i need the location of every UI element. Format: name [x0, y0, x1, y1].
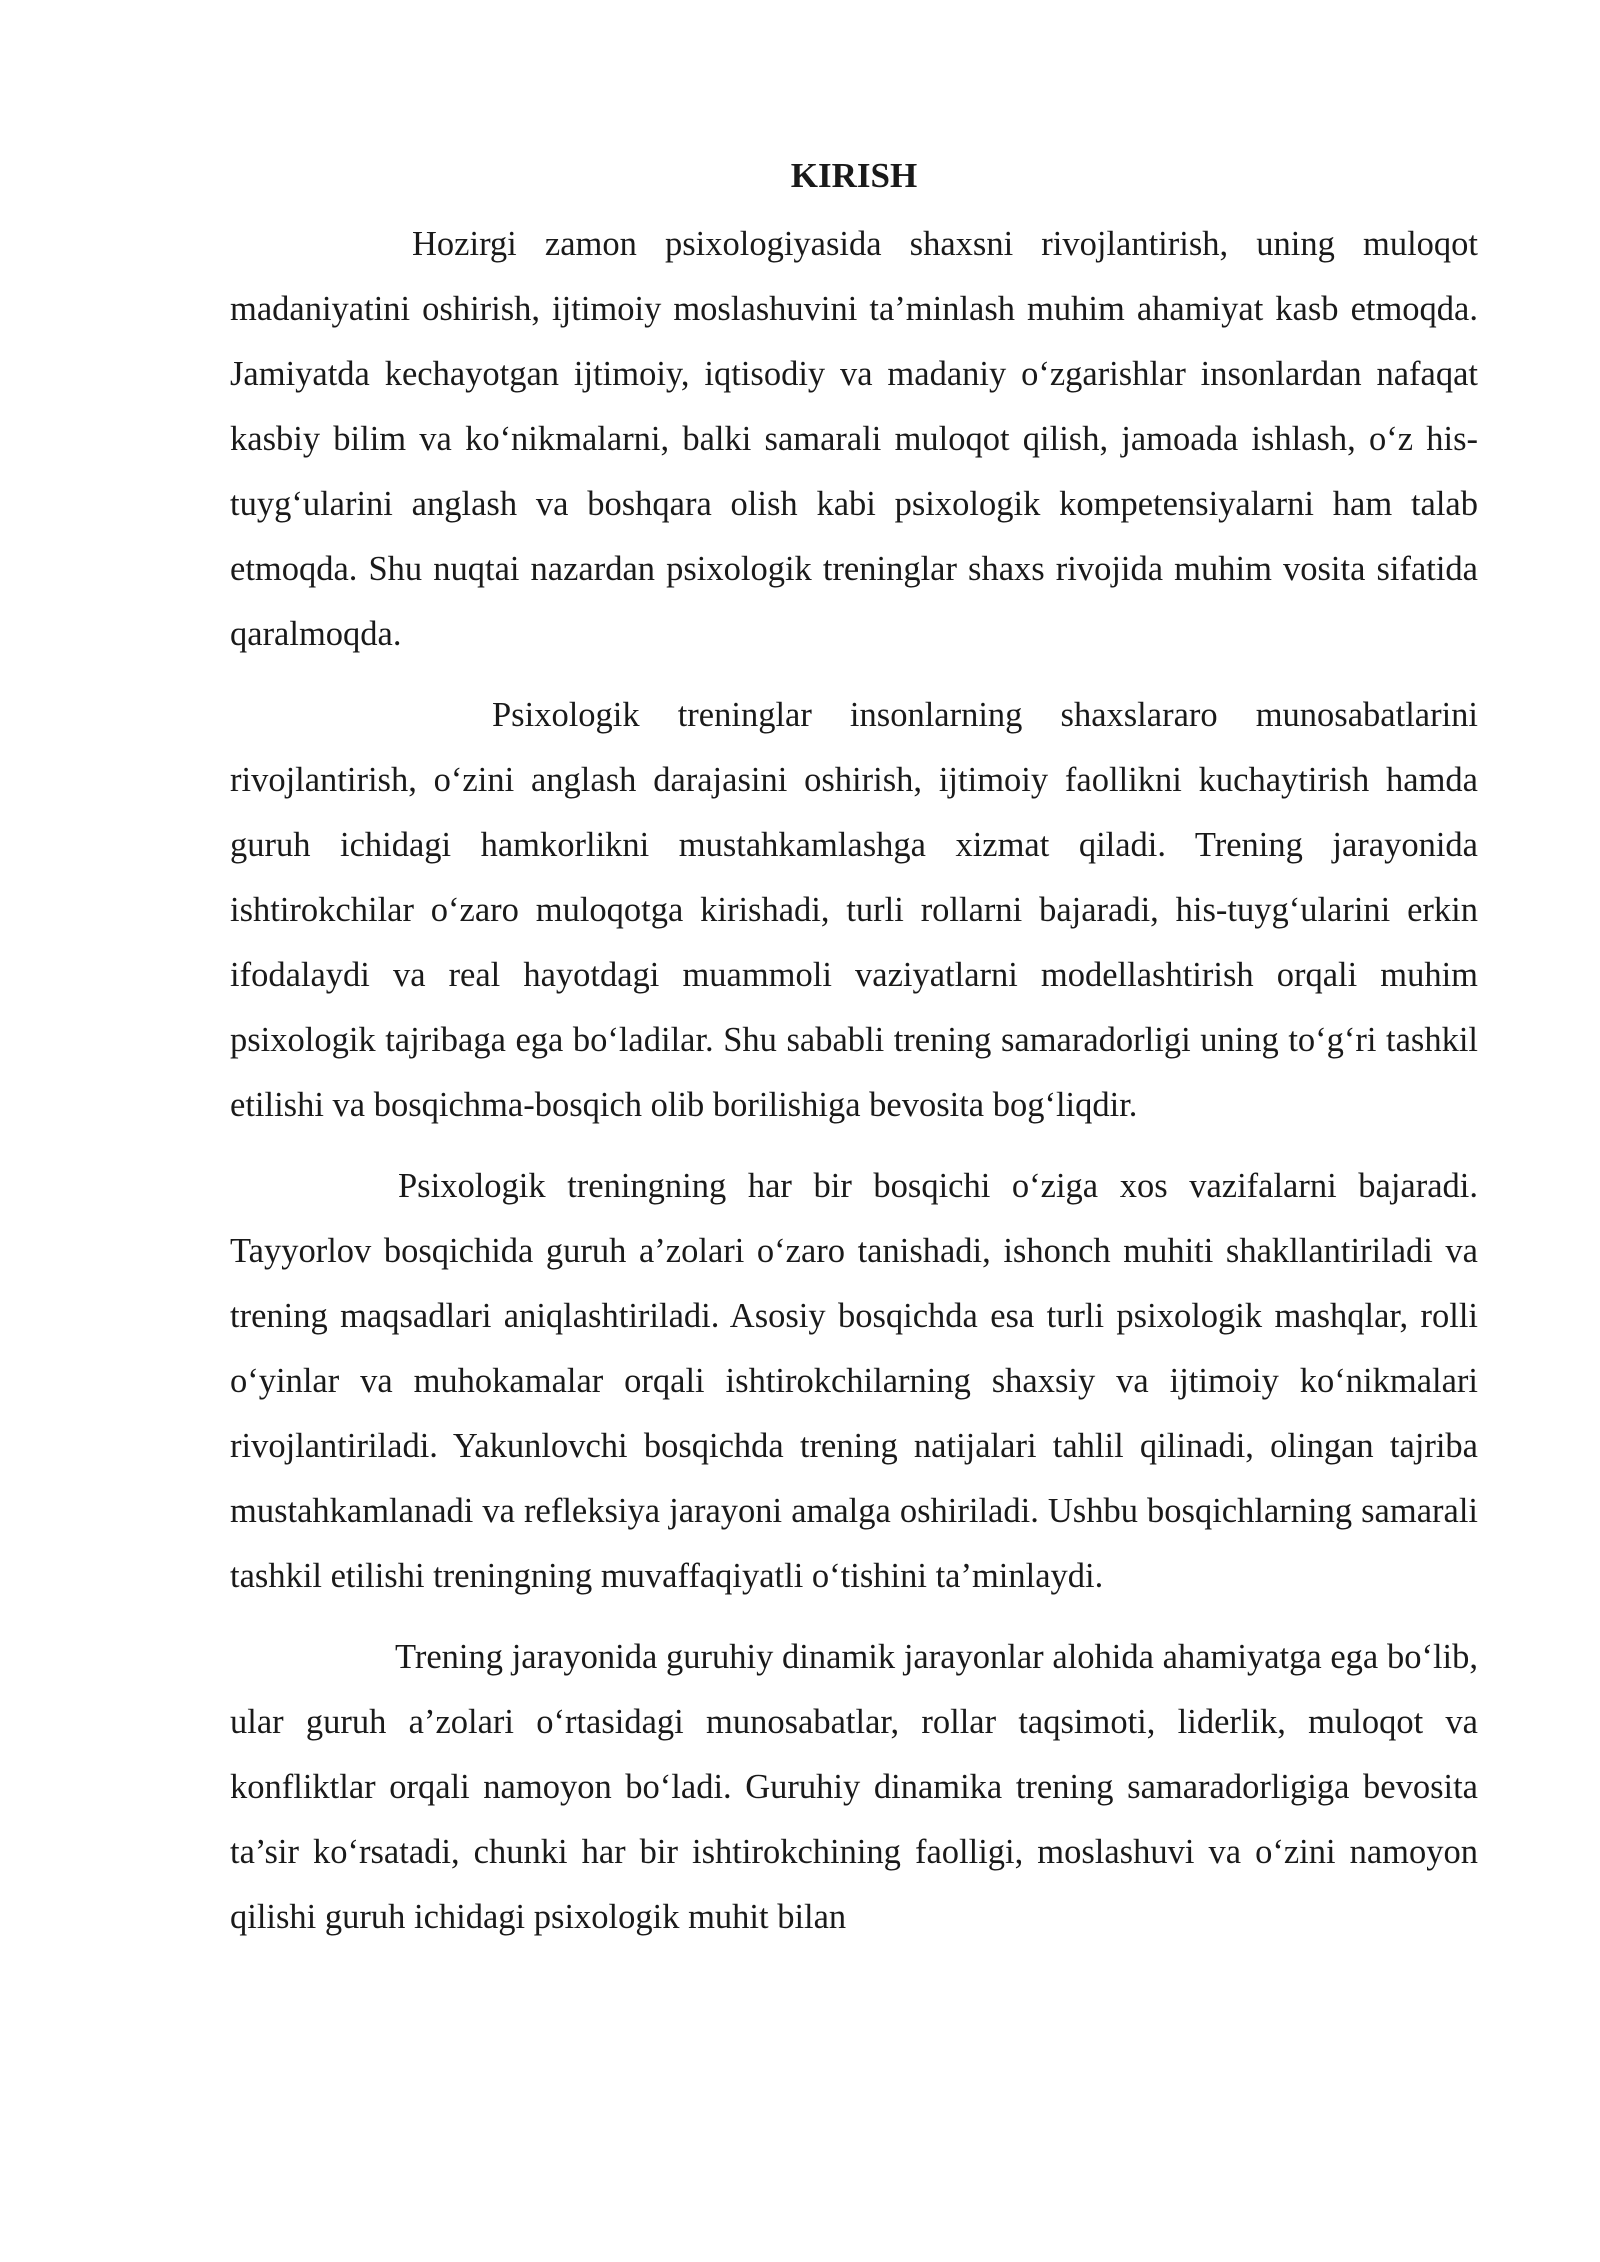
paragraph-3: Psixologik treningning har bir bosqichi o‘ziga xos vazifalarni bajaradi. Tayyorlov bosqichida guruh a’zolari o‘zaro tanishadi, ishonch muhiti shakllantiriladi va trening maqsadlari aniqlashtiriladi. Asosiy bosqichda esa turli psixologik mashqlar, rolli o‘yinlar va muhokamalar orqali ishtirokchilarning shaxsiy va ijtimoiy ko‘nikmalari rivojlantiriladi. Yakunlovchi bosqichda trening natijalari tahlil qilinadi, olingan tajriba mustahkamlanadi va refleksiya jarayoni amalga oshiriladi. Ushbu bosqichlarning samarali tashkil etilishi treningning muvaffaqiyatli o‘tishini ta’minlaydi.	[230, 1167, 1478, 1595]
paragraph-2: Psixologik treninglar insonlarning shaxslararo munosabatlarini rivojlantirish, o‘zini anglash darajasini oshirish, ijtimoiy faollikni kuchaytirish hamda guruh ichidagi hamkorlikni mustahkamlashga xizmat qiladi. Trening jarayonida ishtirokchilar o‘zaro muloqotga kirishadi, turli rollarni bajaradi, his-tuyg‘ularini erkin ifodalaydi va real hayotdagi muammoli vaziyatlarni modellashtirish orqali muhim psixologik tajribaga ega bo‘ladilar. Shu sababli trening samaradorligi uning to‘g‘ri tashkil etilishi va bosqichma-bosqich olib borilishiga bevosita bog‘liqdir.	[230, 696, 1478, 1124]
paragraph-4: Trening jarayonida guruhiy dinamik jarayonlar alohida ahamiyatga ega bo‘lib, ular guruh a’zolari o‘rtasidagi munosabatlar, rollar taqsimoti, liderlik, muloqot va konfliktlar orqali namoyon bo‘ladi. Guruhiy dinamika trening samaradorligiga bevosita ta’sir ko‘rsatadi, chunki har bir ishtirokchining faolligi, moslashuvi va o‘zini namoyon qilishi guruh ichidagi psixologik muhit bilan	[230, 1638, 1478, 1936]
paragraph-1: Hozirgi zamon psixologiyasida shaxsni rivojlantirish, uning muloqot madaniyatini oshirish, ijtimoiy moslashuvini ta’minlash muhim ahamiyat kasb etmoqda. Jamiyatda kechayotgan ijtimoiy, iqtisodiy va madaniy o‘zgarishlar insonlardan nafaqat kasbiy bilim va ko‘nikmalarni, balki samarali muloqot qilish, jamoada ishlash, o‘z his-tuyg‘ularini anglash va boshqara olish kabi psixologik kompetensiyalarni ham talab etmoqda. Shu nuqtai nazardan psixologik treninglar shaxs rivojida muhim vosita sifatida qaralmoqda.	[230, 225, 1478, 653]
document-body	[230, 150, 1478, 1950]
page-title: KIRISH	[790, 156, 918, 195]
